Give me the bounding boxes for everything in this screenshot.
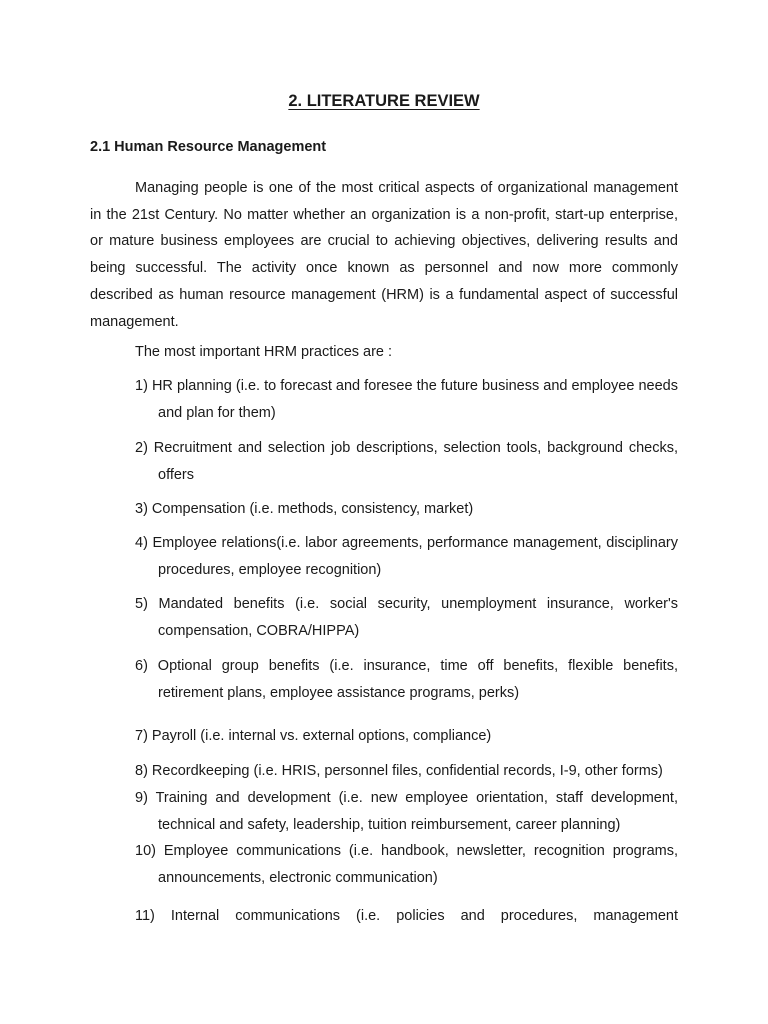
list-item: 9) Training and development (i.e. new employee orientation, staff development, technical and safety, leadership, tuition reimbursement, career planning) <box>135 790 678 833</box>
page-title <box>0 92 768 111</box>
list-item: 11) Internal communications (i.e. policies and procedures, management <box>135 908 678 924</box>
list-item: 2) Recruitment and selection job descriptions, selection tools, background checks, offers <box>135 440 678 483</box>
list-item: 3) Compensation (i.e. methods, consistency, market) <box>135 501 474 517</box>
list-intro: The most important HRM practices are : <box>135 344 393 360</box>
list-item: 5) Mandated benefits (i.e. social security, unemployment insurance, worker's compensation, COBRA/HIPPA) <box>135 596 678 639</box>
section-heading: 2.1 Human Resource Management <box>90 139 327 155</box>
page-title-text: 2. LITERATURE REVIEW <box>288 92 480 110</box>
list-item: 6) Optional group benefits (i.e. insurance, time off benefits, flexible benefits, retirement plans, employee assistance programs, perks) <box>135 658 678 701</box>
list-item: 4) Employee relations(i.e. labor agreements, performance management, disciplinary procedures, employee recognition) <box>135 535 678 578</box>
list-item: 1) HR planning (i.e. to forecast and foresee the future business and employee needs and plan for them) <box>135 378 678 421</box>
list-item: 10) Employee communications (i.e. handbook, newsletter, recognition programs, announcements, electronic communication) <box>135 843 678 886</box>
intro-paragraph: Managing people is one of the most critical aspects of organizational management in the 21st Century. No matter whether an organization is a non-profit, start-up enterprise, or mature business employees are crucial to achieving objectives, delivering results and being successful. The activity once known as personnel and now more commonly described as human resource management (HRM) is a fundamental aspect of successful management. <box>90 180 678 330</box>
list-item: 7) Payroll (i.e. internal vs. external options, compliance) <box>135 728 492 744</box>
list-item: 8) Recordkeeping (i.e. HRIS, personnel files, confidential records, I-9, other forms) <box>135 763 663 779</box>
